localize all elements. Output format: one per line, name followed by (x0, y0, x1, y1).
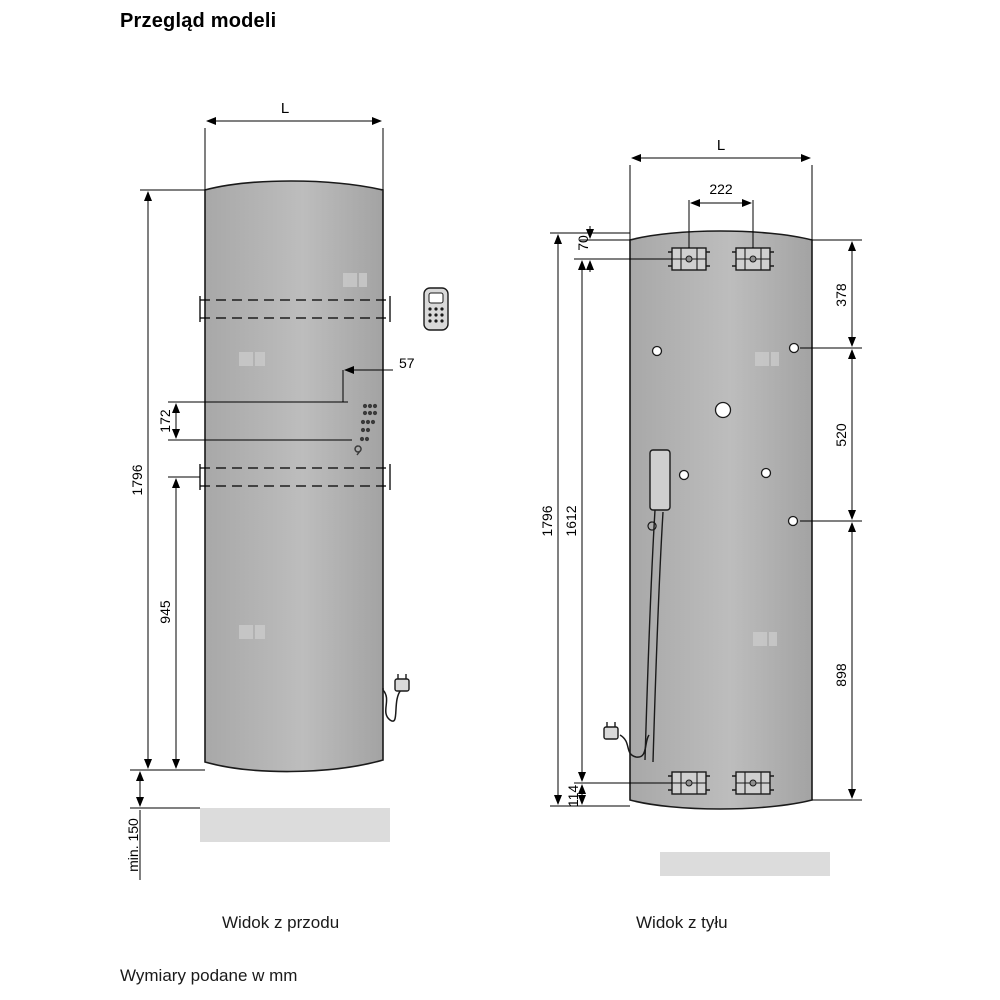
remote-control-icon (424, 288, 448, 330)
front-power-plug-icon (395, 674, 409, 691)
back-dimtext-70: 70 (575, 235, 591, 251)
back-view-group (539, 137, 862, 876)
back-power-plug-icon (604, 722, 618, 739)
back-bracket-bottom-left (668, 772, 710, 794)
front-dimtext-57: 57 (399, 355, 415, 371)
back-dimtext-1796: 1796 (539, 505, 555, 537)
back-dimtext-114: 114 (565, 784, 581, 808)
front-dim-width-L (205, 121, 383, 190)
front-view-group (125, 100, 448, 880)
page-title: Przegląd modeli (120, 10, 277, 32)
back-dimtext-520: 520 (833, 423, 849, 447)
back-dim-width-L (630, 158, 812, 240)
front-power-cord (383, 688, 401, 721)
back-bracket-bottom-right (732, 772, 774, 794)
caption-units: Wymiary podane w mm (120, 966, 298, 985)
caption-front-view: Widok z przodu (222, 913, 340, 932)
front-dimtext-min150: min. 150 (125, 818, 141, 872)
back-dimtext-1612: 1612 (563, 505, 579, 537)
front-dimtext-172: 172 (157, 409, 173, 433)
back-label-L: L (716, 137, 726, 154)
front-dim-1796 (140, 190, 205, 770)
front-dimtext-1796: 1796 (129, 464, 145, 496)
back-floor (660, 852, 830, 876)
back-bracket-top-left (668, 248, 710, 270)
front-panel-body (205, 181, 383, 772)
front-dimtext-945: 945 (157, 600, 173, 624)
caption-back-view: Widok z tyłu (636, 913, 728, 932)
back-bracket-top-right (732, 248, 774, 270)
back-dimtext-222: 222 (709, 181, 733, 197)
back-dimtext-898: 898 (833, 663, 849, 687)
back-dim-1796 (550, 233, 630, 806)
back-dimtext-378: 378 (833, 283, 849, 307)
front-label-L: L (280, 100, 290, 117)
front-floor (200, 808, 390, 842)
back-panel-body (630, 231, 812, 809)
